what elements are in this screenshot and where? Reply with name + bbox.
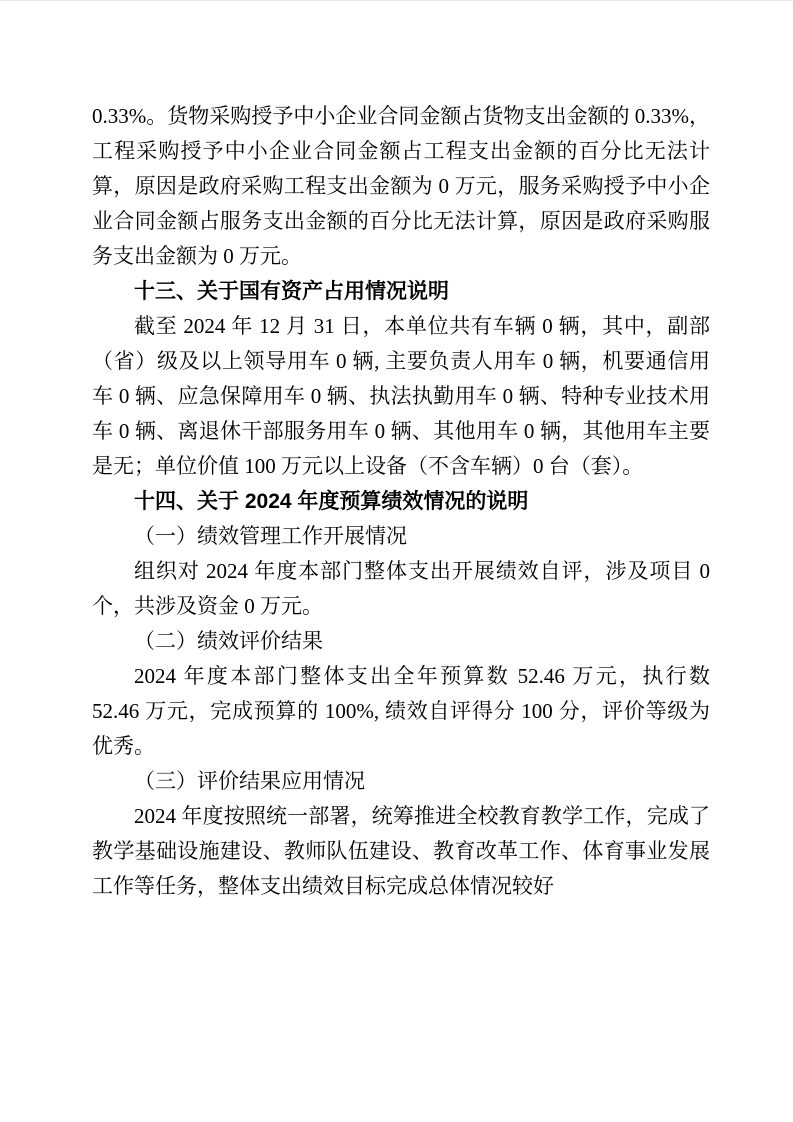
- paragraph-state-assets-vehicles: 截至 2024 年 12 月 31 日，本单位共有车辆 0 辆，其中，副部（省）级及以上领导用车 0 辆, 主要负责人用车 0 辆，机要通信用车 0 辆、应急保障用车 0 辆、执法执勤用车 0 辆、特种专业技术用车 0 辆、离退休干部服务用车 0 辆、其他用车 0 辆，其他用车主要是无；单位价值 100 万元以上设备（不含车辆）0 台（套）。: [92, 314, 710, 478]
- paragraph-procurement-continued: 0.33%。货物采购授予中小企业合同金额占货物支出金额的 0.33%，工程采购授予中小企业合同金额占工程支出金额的百分比无法计算，原因是政府采购工程支出金额为 0 万元，服务采购授予中小企业合同金额占服务支出金额的百分比无法计算，原因是政府采购服务支出金额为 0 万元。: [92, 104, 710, 268]
- subheading-1-performance-management: （一）绩效管理工作开展情况: [134, 525, 407, 548]
- paragraph-results-application: 2024 年度按照统一部署，统筹推进全校教育教学工作，完成了教学基础设施建设、教师队伍建设、教育改革工作、体育事业发展工作等任务，整体支出绩效目标完成总体情况较好: [92, 804, 710, 898]
- subheading-2-evaluation-results: （二）绩效评价结果: [134, 630, 323, 653]
- paragraph-budget-execution-results: 2024 年度本部门整体支出全年预算数 52.46 万元，执行数 52.46 万元，完成预算的 100%, 绩效自评得分 100 分，评价等级为优秀。: [92, 664, 710, 758]
- heading-section-13-state-assets: 十三、关于国有资产占用情况说明: [134, 280, 449, 303]
- paragraph-performance-self-evaluation: 组织对 2024 年度本部门整体支出开展绩效自评，涉及项目 0 个，共涉及资金 0 万元。: [92, 559, 710, 618]
- heading-section-14-budget-performance: 十四、关于 2024 年度预算绩效情况的说明: [134, 490, 529, 513]
- subheading-3-results-application: （三）评价结果应用情况: [134, 770, 365, 793]
